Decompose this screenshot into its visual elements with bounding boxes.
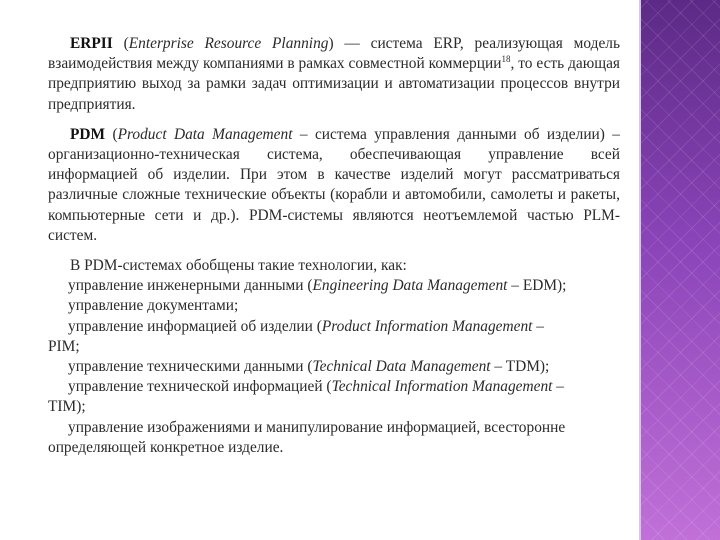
list-item-continuation: определяющей конкретное изделие. — [48, 438, 284, 456]
list-item: управление информацией об изделии (Product Information Management – — [68, 317, 544, 335]
english-term-erp: Enterprise Resource Planning — [128, 35, 329, 52]
list-item: управление документами; — [68, 297, 239, 315]
list-item: управление технической информацией (Technical Information Management – — [68, 378, 564, 396]
english-term-pdm: Product Data Management — [117, 125, 293, 143]
list-item: управление изображениями и манипулирование информацией, всесторонне — [68, 418, 566, 436]
paragraph-pdm: PDM (Product Data Management – система управления данными об изделии) – организационно-техническая система, обеспечивающая управление всей информацией об изделии. При этом в качестве изделий могут рассматриваться различные сложные технические объекты (корабли и автомобили, самолеты и ракеты, компьютерные сети и др.). PDM-системы являются неотъемлемой частью PLM-систем. — [48, 125, 620, 244]
list-item-continuation: TIM); — [48, 398, 86, 416]
footnote-marker: 18 — [501, 54, 511, 65]
list-item-continuation: PIM; — [48, 337, 80, 355]
paragraph-erp: ERPII (Enterprise Resource Planning) — система ERP, реализующая модель взаимодействия между компаниями в рамках совместной коммерции$^{18}$, то есть дающая предприятию выход за рамки задач оптимизации и автоматизации процессов внутри предприятия. — [48, 35, 621, 113]
list-item: управление техническими данными (Technical Data Management – TDM); — [68, 358, 550, 376]
decorative-side-panel — [641, 0, 720, 540]
document-text — [48, 34, 620, 458]
paragraph-intro: В PDM-системах обобщены такие технологии, как: — [70, 257, 407, 275]
term-erp: ERPII — [70, 35, 113, 52]
term-pdm: PDM — [70, 125, 106, 143]
list-item: управление инженерными данными (Engineering Data Management – EDM); — [68, 277, 567, 295]
